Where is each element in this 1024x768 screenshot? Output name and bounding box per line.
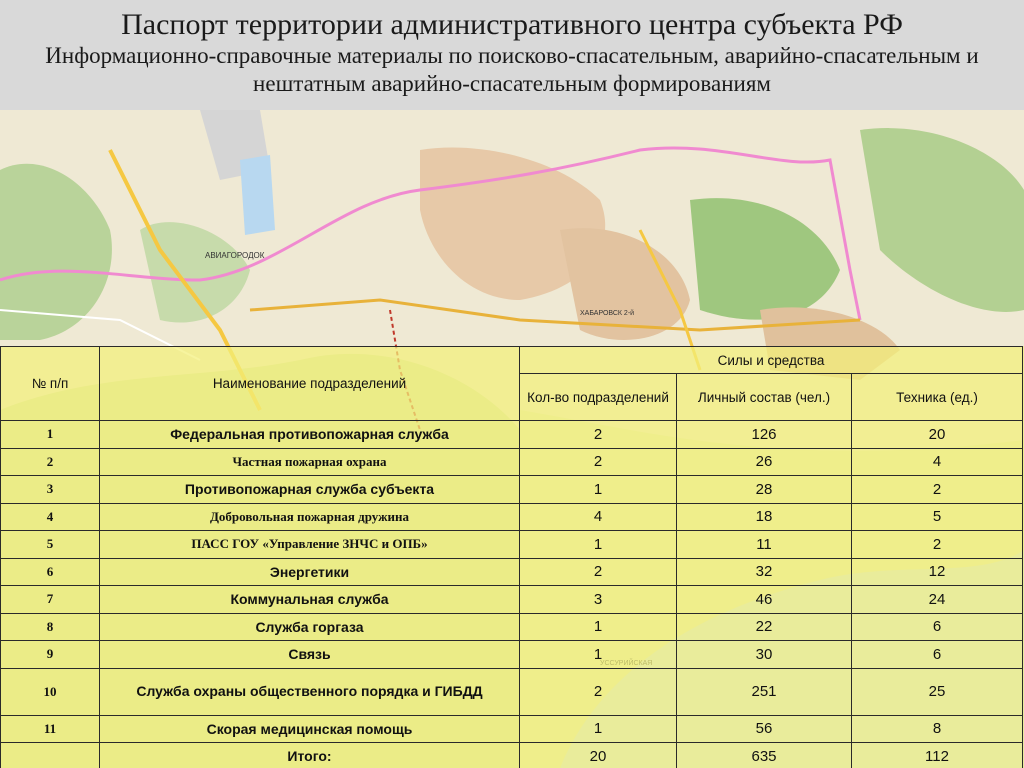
row-staff: 18 [677,503,852,531]
row-staff: 56 [677,715,852,743]
header-name: Наименование подразделений [100,347,520,421]
header-group: Силы и средства [520,347,1023,374]
map-label-1: АВИАГОРОДОК [205,251,265,260]
slide-header [0,0,1024,110]
row-units: 2 [520,421,677,449]
row-name: Служба охраны общественного порядка и ГИБДД [100,668,520,715]
row-staff: 26 [677,448,852,476]
row-tech: 4 [852,448,1023,476]
table-row [1,476,1023,504]
row-num: 1 [1,421,100,449]
row-name: ПАСС ГОУ «Управление ЗНЧС и ОПБ» [100,531,520,559]
row-num: 10 [1,668,100,715]
table-row [1,531,1023,559]
row-tech: 12 [852,558,1023,586]
row-num: 9 [1,641,100,669]
row-name: Связь [100,641,520,669]
row-name: Энергетики [100,558,520,586]
table-header-row-1 [1,347,1023,374]
header-tech: Техника (ед.) [852,374,1023,421]
row-num: 5 [1,531,100,559]
table-row [1,421,1023,449]
forces-table [0,346,1023,768]
total-tech: 112 [852,743,1023,768]
row-tech: 2 [852,476,1023,504]
row-tech: 6 [852,641,1023,669]
slide-title: Паспорт территории административного центра субъекта РФ [121,8,903,41]
header-units: Кол-во подразделений [520,374,677,421]
row-tech: 5 [852,503,1023,531]
row-num: 4 [1,503,100,531]
row-name: Добровольная пожарная дружина [100,503,520,531]
row-units: 1 [520,613,677,641]
table-row [1,715,1023,743]
row-num: 3 [1,476,100,504]
row-staff: 32 [677,558,852,586]
row-staff: 11 [677,531,852,559]
table-row [1,503,1023,531]
row-staff: 22 [677,613,852,641]
table-row [1,641,1023,669]
row-units: 1 [520,641,677,669]
row-staff: 30 [677,641,852,669]
row-units: 2 [520,448,677,476]
row-name: Коммунальная служба [100,586,520,614]
row-units: 3 [520,586,677,614]
row-num: 11 [1,715,100,743]
row-units: 1 [520,531,677,559]
row-tech: 8 [852,715,1023,743]
table-row [1,613,1023,641]
row-units: 2 [520,558,677,586]
row-staff: 251 [677,668,852,715]
row-units: 2 [520,668,677,715]
total-units: 20 [520,743,677,768]
row-name: Служба горгаза [100,613,520,641]
row-staff: 28 [677,476,852,504]
row-name: Скорая медицинская помощь [100,715,520,743]
table-overlay [0,346,1024,768]
row-name: Частная пожарная охрана [100,448,520,476]
table-row [1,668,1023,715]
row-tech: 20 [852,421,1023,449]
table-row [1,448,1023,476]
row-name: Федеральная противопожарная служба [100,421,520,449]
row-units: 1 [520,715,677,743]
table-total-row [1,743,1023,768]
row-tech: 2 [852,531,1023,559]
row-num: 2 [1,448,100,476]
header-num: № п/п [1,347,100,421]
row-num: 6 [1,558,100,586]
row-tech: 25 [852,668,1023,715]
row-name: Противопожарная служба субъекта [100,476,520,504]
slide-subtitle: Информационно-справочные материалы по поисково-спасательным, аварийно-спасательным и нештатным аварийно-спасательным формированиям [45,43,979,96]
row-staff: 46 [677,586,852,614]
row-units: 4 [520,503,677,531]
total-staff: 635 [677,743,852,768]
map-label-2: ХАБАРОВСК 2-й [580,310,635,317]
table-row [1,558,1023,586]
header-staff: Личный состав (чел.) [677,374,852,421]
row-num: 7 [1,586,100,614]
row-units: 1 [520,476,677,504]
total-num [1,743,100,768]
total-label: Итого: [100,743,520,768]
table-row [1,586,1023,614]
row-tech: 6 [852,613,1023,641]
row-num: 8 [1,613,100,641]
row-staff: 126 [677,421,852,449]
row-tech: 24 [852,586,1023,614]
